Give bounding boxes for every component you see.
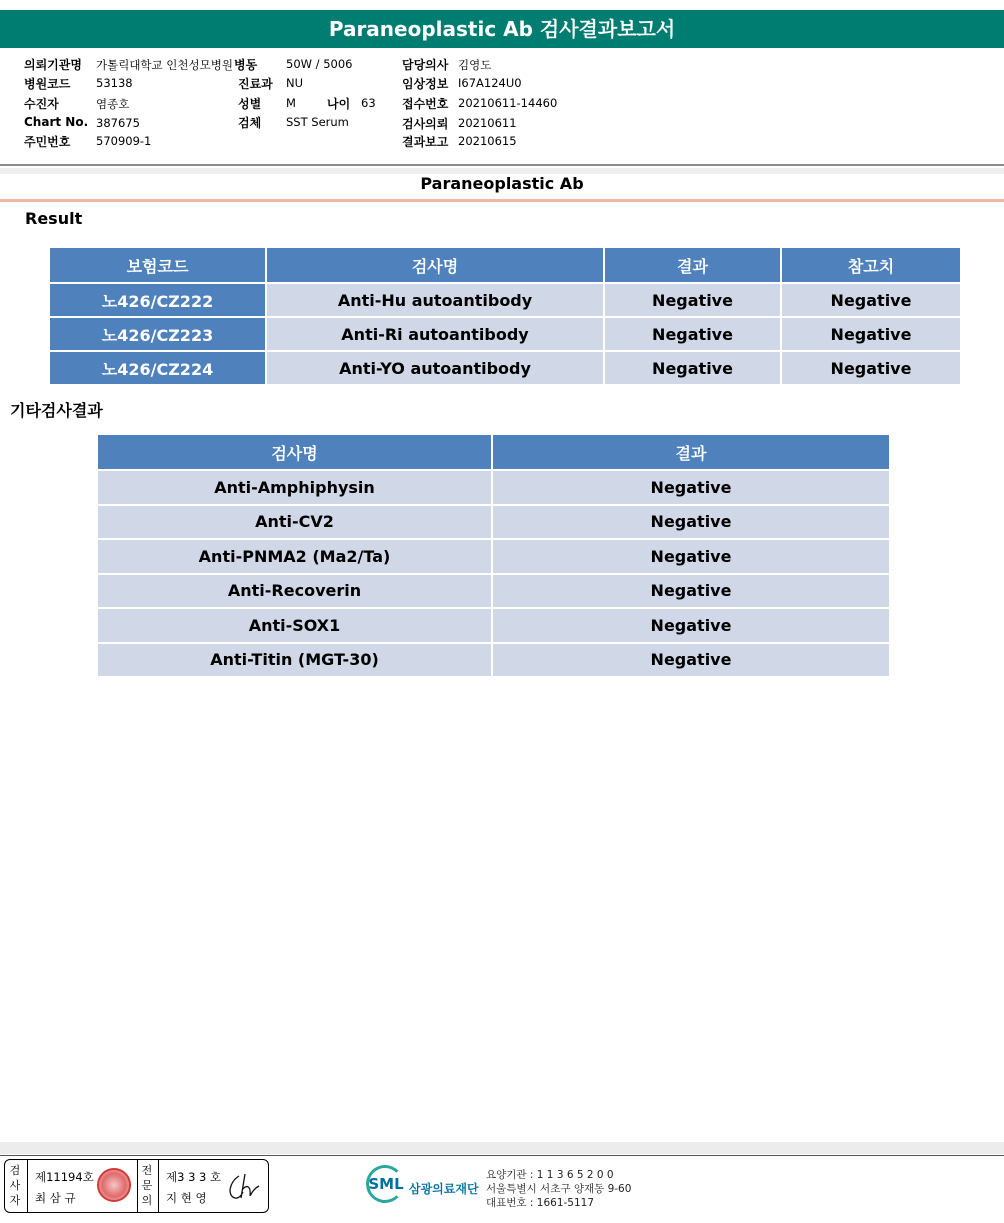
result-cell: Negative [604, 351, 781, 385]
hospital-code-value: 53138 [96, 76, 133, 90]
header-test-name: 검사명 [97, 434, 492, 470]
examiner-vertical-label: 검사자 [9, 1164, 21, 1207]
resident-value: 570909-1 [96, 134, 152, 148]
table-row [97, 643, 890, 678]
dept-label: 진료과 [238, 77, 273, 91]
report-title: Paraneoplastic Ab 검사결과보고서 [0, 10, 1004, 48]
result-cell: Negative [492, 608, 890, 643]
clinical-label: 임상정보 [402, 77, 449, 91]
result-heading: Result [25, 209, 83, 228]
logo-letters: SML [368, 1175, 404, 1193]
report-date-value: 20210615 [458, 134, 517, 148]
signature-icon [225, 1170, 265, 1204]
result-cell: Negative [604, 283, 781, 317]
result-cell: Negative [604, 317, 781, 351]
doctor-label: 담당의사 [402, 58, 449, 72]
header-result: 결과 [492, 434, 890, 470]
report-date-label: 결과보고 [402, 135, 449, 149]
table-row [97, 539, 890, 574]
insurance-code-cell: 노426/CZ224 [49, 351, 266, 385]
test-name-cell: Anti-SOX1 [97, 608, 492, 643]
divider [137, 1160, 138, 1212]
header-test-name: 검사명 [266, 247, 604, 283]
examiner-name: 최 삼 규 [35, 1191, 76, 1205]
table-row [49, 351, 961, 385]
section-title: Paraneoplastic Ab [420, 174, 584, 193]
insurance-code-cell: 노426/CZ223 [49, 317, 266, 351]
footer-divider [0, 1155, 1004, 1156]
requester-label: 의뢰기관명 [24, 58, 82, 72]
official-seal-icon [97, 1168, 131, 1202]
requester-value: 가톨릭대학교 인천성모병원 [96, 58, 233, 72]
org-phone: 대표번호 : 1661-5117 [486, 1197, 595, 1209]
header-result: 결과 [604, 247, 781, 283]
divider [27, 1160, 28, 1212]
result-cell: Negative [492, 539, 890, 574]
test-name-cell: Anti-Recoverin [97, 574, 492, 609]
divider [158, 1160, 159, 1212]
footer-band [0, 1142, 1004, 1154]
org-address: 서울특별시 서초구 양재동 9-60 [486, 1183, 632, 1195]
patient-info-block [0, 52, 1004, 164]
section-divider [0, 199, 1004, 202]
table-row [97, 505, 890, 540]
examiner-number: 제11194호 [35, 1170, 94, 1184]
org-name: 삼광의료재단 [409, 1182, 479, 1196]
specialist-vertical-label: 전문의 [141, 1164, 153, 1207]
request-date-label: 검사의뢰 [402, 117, 449, 131]
specimen-label: 검체 [238, 116, 262, 130]
reference-cell: Negative [781, 351, 961, 385]
hospital-code-label: 병원코드 [24, 77, 71, 91]
result-cell: Negative [492, 505, 890, 540]
request-date-value: 20210611 [458, 116, 517, 130]
test-name-cell: Anti-Amphiphysin [97, 470, 492, 505]
result-table [48, 246, 962, 386]
specialist-number: 제3 3 3 호 [166, 1170, 222, 1184]
accession-value: 20210611-14460 [458, 96, 558, 110]
header-divider [0, 164, 1004, 166]
result-cell: Negative [492, 643, 890, 678]
result-cell: Negative [492, 574, 890, 609]
dept-value: NU [286, 76, 304, 90]
test-name-cell: Anti-YO autoantibody [266, 351, 604, 385]
test-name-cell: Anti-Titin (MGT-30) [97, 643, 492, 678]
reference-cell: Negative [781, 317, 961, 351]
resident-label: 주민번호 [24, 135, 71, 149]
header-reference: 참고치 [781, 247, 961, 283]
other-results-heading: 기타검사결과 [10, 401, 103, 420]
ward-value: 50W / 5006 [286, 57, 353, 71]
insurance-code-cell: 노426/CZ222 [49, 283, 266, 317]
ward-label: 병동 [234, 58, 258, 72]
patient-label: 수진자 [24, 97, 59, 111]
result-cell: Negative [492, 470, 890, 505]
table-row [97, 470, 890, 505]
table-row [49, 283, 961, 317]
sml-logo-icon [364, 1165, 408, 1205]
doctor-value: 김영도 [458, 58, 492, 72]
age-value: 63 [361, 96, 376, 110]
test-name-cell: Anti-Hu autoantibody [266, 283, 604, 317]
specialist-name: 지 현 영 [166, 1191, 207, 1205]
test-name-cell: Anti-Ri autoantibody [266, 317, 604, 351]
patient-value: 염종호 [96, 97, 130, 111]
test-name-cell: Anti-PNMA2 (Ma2/Ta) [97, 539, 492, 574]
clinical-value: I67A124U0 [458, 76, 522, 90]
signature-box [4, 1159, 269, 1213]
other-results-table [96, 433, 891, 678]
test-name-cell: Anti-CV2 [97, 505, 492, 540]
chart-label: Chart No. [24, 115, 89, 129]
table-row [97, 574, 890, 609]
sex-value: M [286, 96, 296, 110]
reference-cell: Negative [781, 283, 961, 317]
table-row [97, 608, 890, 643]
age-label: 나이 [327, 97, 351, 111]
table-row [49, 317, 961, 351]
accession-label: 접수번호 [402, 97, 449, 111]
sex-label: 성별 [238, 97, 262, 111]
chart-value: 387675 [96, 116, 140, 130]
org-code: 요양기관 : 1 1 3 6 5 2 0 0 [486, 1169, 614, 1181]
specimen-value: SST Serum [286, 115, 349, 129]
header-insurance-code: 보험코드 [49, 247, 266, 283]
